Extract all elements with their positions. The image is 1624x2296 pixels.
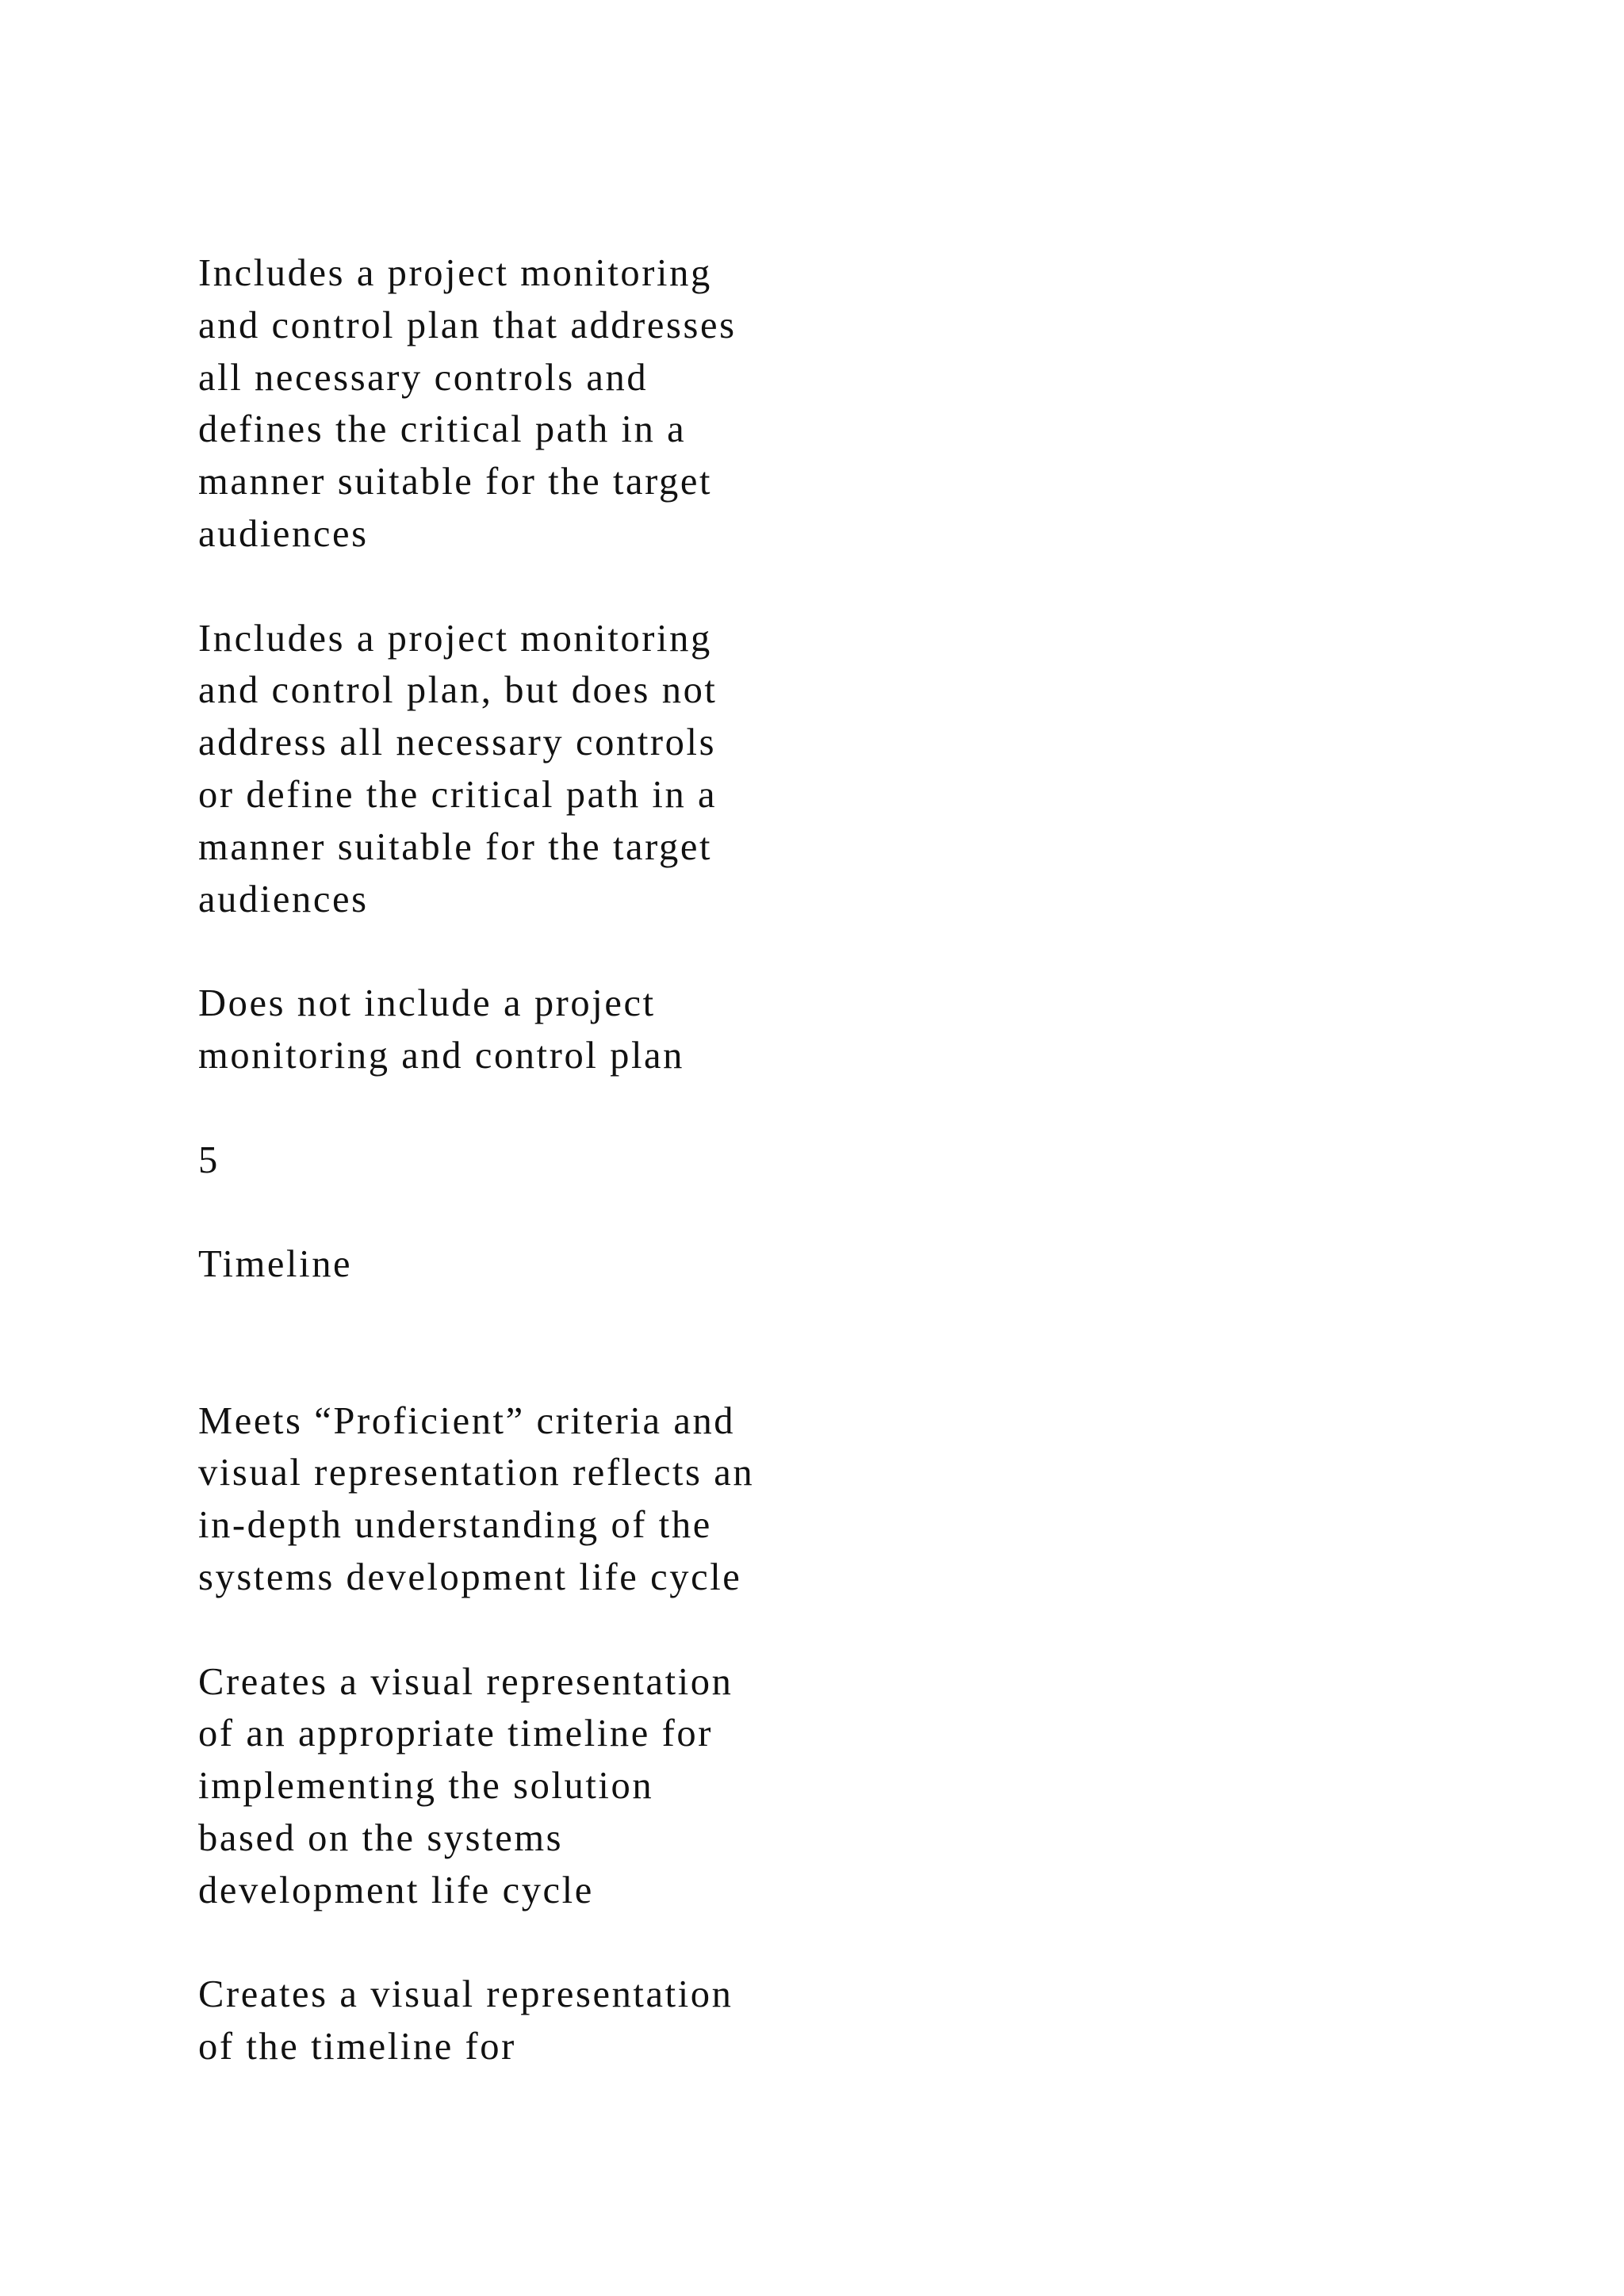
criteria-needs-improvement-timeline: Creates a visual representation of the timeline for bbox=[198, 1973, 733, 2068]
criterion-title: Timeline bbox=[198, 1243, 353, 1286]
criteria-not-evident-monitoring: Does not include a project monitoring and control plan bbox=[198, 982, 685, 1077]
criteria-proficient-timeline: Creates a visual representation of an appropriate timeline for implementing the solution based on the systems development life cycle bbox=[198, 1660, 733, 1911]
criteria-needs-improvement-monitoring: Includes a project monitoring and control plan, but does not address all necessary controls or define the critical path in a manner suitable for the target audiences bbox=[198, 617, 718, 920]
criteria-exemplary-monitoring: Includes a project monitoring and control plan that addresses all necessary controls and defines the critical path in a manner suitable for the target audiences bbox=[198, 252, 737, 555]
document-body bbox=[198, 247, 912, 2073]
criterion-number: 5 bbox=[198, 1138, 220, 1181]
criteria-exemplary-timeline: Meets “Proficient” criteria and visual representation reflects an in-depth understanding of the systems development life cycle bbox=[198, 1399, 755, 1598]
